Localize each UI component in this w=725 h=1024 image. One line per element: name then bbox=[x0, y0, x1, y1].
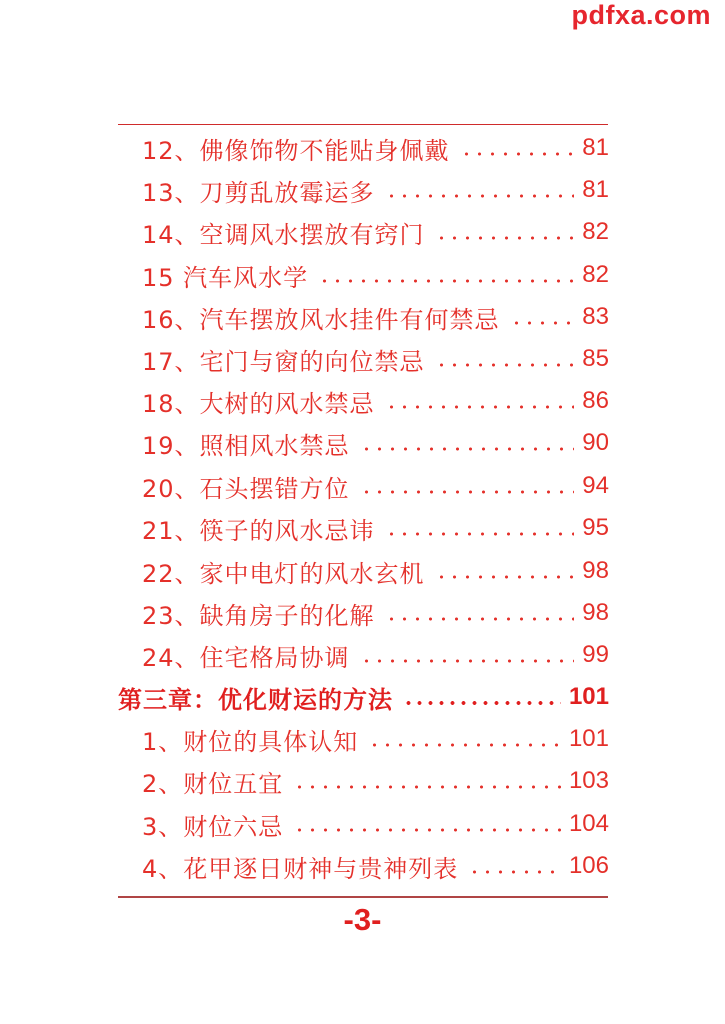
bottom-divider bbox=[118, 896, 608, 898]
toc-entry-title: 12、佛像饰物不能贴身佩戴 bbox=[142, 136, 450, 165]
toc-entry-page: 94 bbox=[582, 472, 609, 499]
dot-leader bbox=[385, 194, 575, 198]
toc-entry-page: 82 bbox=[582, 261, 609, 288]
toc-entry[interactable] bbox=[142, 128, 609, 168]
dot-leader bbox=[460, 152, 575, 156]
page-number: -3- bbox=[343, 902, 382, 937]
toc-entry[interactable] bbox=[142, 381, 609, 421]
toc-entry-title: 15 汽车风水学 bbox=[142, 263, 309, 292]
dot-leader bbox=[360, 659, 575, 663]
dot-leader bbox=[510, 321, 575, 325]
toc-chapter-title: 第三章：优化财运的方法 bbox=[118, 685, 393, 714]
toc-entry-title: 2、财位五宜 bbox=[142, 769, 284, 798]
toc-entry[interactable] bbox=[142, 297, 609, 337]
toc-entry-page: 99 bbox=[582, 641, 609, 668]
toc-entry-page: 98 bbox=[582, 557, 609, 584]
toc-entry-title: 13、刀剪乱放霉运多 bbox=[142, 178, 375, 207]
toc-entry-page: 85 bbox=[582, 345, 609, 372]
toc-entry[interactable] bbox=[142, 804, 609, 844]
toc-entry-title: 20、石头摆错方位 bbox=[142, 474, 350, 503]
dot-leader bbox=[293, 785, 561, 789]
toc-chapter-heading[interactable] bbox=[118, 677, 609, 717]
dot-leader bbox=[368, 743, 561, 747]
dot-leader bbox=[318, 279, 574, 283]
toc-entry[interactable] bbox=[142, 761, 609, 801]
toc-entry-title: 24、住宅格局协调 bbox=[142, 643, 350, 672]
toc-entry[interactable] bbox=[142, 508, 609, 548]
toc-entry-title: 23、缺角房子的化解 bbox=[142, 601, 375, 630]
toc-entry-title: 1、财位的具体认知 bbox=[142, 727, 359, 756]
toc-entry-page: 95 bbox=[582, 514, 609, 541]
dot-leader bbox=[435, 575, 575, 579]
toc-entry[interactable] bbox=[142, 593, 609, 633]
toc-entry-title: 4、花甲逐日财神与贵神列表 bbox=[142, 854, 459, 883]
toc-entry-page: 104 bbox=[568, 810, 609, 837]
dot-leader bbox=[435, 363, 575, 367]
dot-leader bbox=[385, 405, 575, 409]
toc-entry-title: 14、空调风水摆放有窍门 bbox=[142, 220, 425, 249]
toc-entry-page: 106 bbox=[568, 852, 609, 879]
dot-leader bbox=[385, 532, 575, 536]
toc-entry-page: 101 bbox=[568, 725, 609, 752]
dot-leader bbox=[435, 236, 575, 240]
toc-entry-title: 18、大树的风水禁忌 bbox=[142, 389, 375, 418]
toc-entry-page: 83 bbox=[582, 303, 609, 330]
toc-entry[interactable] bbox=[142, 466, 609, 506]
toc-entry-page: 103 bbox=[568, 767, 609, 794]
toc-entry[interactable] bbox=[142, 339, 609, 379]
toc-entry-page: 86 bbox=[582, 387, 609, 414]
toc-entry[interactable] bbox=[142, 212, 609, 252]
toc-entry[interactable] bbox=[142, 719, 609, 759]
toc-entry-title: 19、照相风水禁忌 bbox=[142, 431, 350, 460]
toc-entry[interactable] bbox=[142, 170, 609, 210]
dot-leader bbox=[360, 447, 575, 451]
toc-entry-page: 81 bbox=[582, 176, 609, 203]
toc-entry[interactable] bbox=[142, 846, 609, 886]
dot-leader bbox=[360, 490, 575, 494]
toc-chapter-page: 101 bbox=[568, 683, 609, 710]
toc-entry[interactable] bbox=[142, 423, 609, 463]
toc-entry-title: 16、汽车摆放风水挂件有何禁忌 bbox=[142, 305, 500, 334]
toc-entry-title: 22、家中电灯的风水玄机 bbox=[142, 559, 425, 588]
watermark: pdfxa.com bbox=[571, 0, 711, 30]
dot-leader bbox=[468, 870, 561, 874]
toc-entry[interactable] bbox=[142, 551, 609, 591]
dot-leader bbox=[385, 617, 575, 621]
toc-entry-page: 98 bbox=[582, 599, 609, 626]
toc-entry-page: 90 bbox=[582, 429, 609, 456]
toc-entry-page: 81 bbox=[582, 134, 609, 161]
toc-entry-title: 21、筷子的风水忌讳 bbox=[142, 516, 375, 545]
dot-leader bbox=[403, 701, 561, 705]
top-divider bbox=[118, 124, 608, 125]
toc-entry-page: 82 bbox=[582, 218, 609, 245]
toc-entry-title: 17、宅门与窗的向位禁忌 bbox=[142, 347, 425, 376]
toc-entry[interactable] bbox=[142, 635, 609, 675]
dot-leader bbox=[293, 828, 561, 832]
toc-entry[interactable] bbox=[142, 255, 609, 295]
toc-entry-title: 3、财位六忌 bbox=[142, 812, 284, 841]
